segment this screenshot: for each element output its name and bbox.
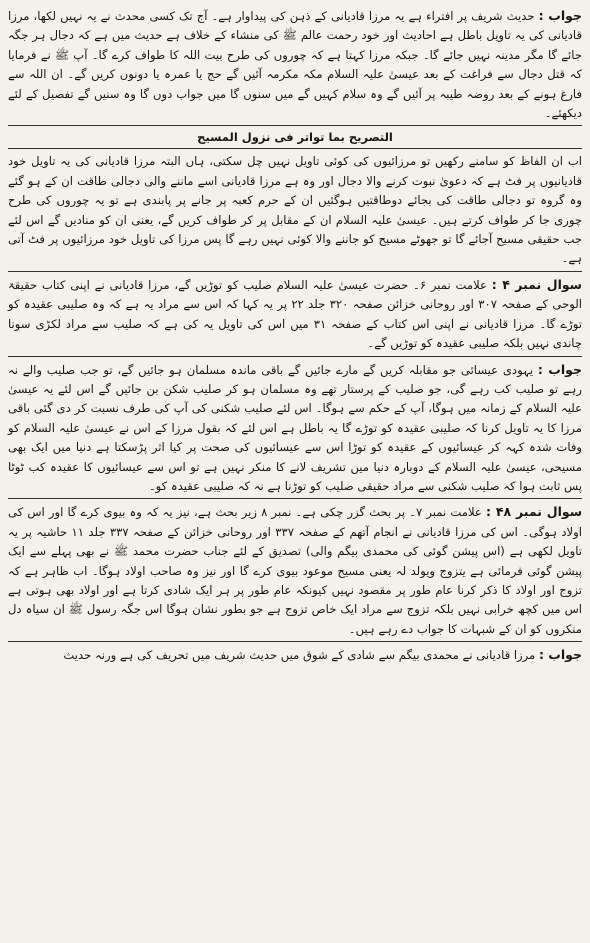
answer-paragraph-2 xyxy=(8,360,582,497)
question-text-4: علامت نمبر ۶۔ حضرت عیسیٰ علیہ السلام صلیب کو توڑیں گے، مرزا قادیانی نے اپنی کتاب حقیقۃ الوحی کے صفحہ ۳۰۷ اور روحانی خزائن صفحہ ۳۲۰ جلد ۲۲ پر یہ کہا کہ اس سے مراد یہ ہے کہ وہ صلیبی عقیدہ کو توڑے گا۔ مرزا قادیانی نے اپنی اس کتاب کے صفحہ ۳۱ میں اس کی تاویل یہ کی ہے کہ صلیب سے مراد لکڑی سونا چاندی نہیں بلکہ صلیبی عقیدہ کو توڑیں گے۔ xyxy=(8,277,583,351)
answer-text-2: یہودی عیسائی جو مقابلہ کریں گے مارے جائیں گے باقی ماندہ مسلمان ہو جائیں گے، تو جب صلیب والے نہ رہے تو صلیب کب رہے گی، جو صلیب کے پرستار تھے وہ مسلمان ہو کر صلیب شکن بن جائیں گے اس لئے یہ عیسیٰ علیہ السلام کے زمانہ میں ہوگا، آپ کے حکم سے ہوگا۔ اس لئے صلیب شکنی کی آپ کی طرف نسبت کر دی گئی باقی مرزا کا یہ تاویل کرنا کہ صلیبی عقیدہ کو توڑے گا یہ باطل ہے اس لئے کہ بقول مرزا کے اس نے عیسیٰ علیہ السلام کو وفات شدہ کہہ کر عیسائیوں کے عقیدہ کو توڑا اس سے عیسائیوں کی صحت پر کیا اثر پڑسکتا ہے دنیا میں ایک بھی مسیحی، عیسیٰ علیہ السلام کے دوبارہ دنیا میں تشریف لانے کا منکر نہیں ہے تو اس سے عیسائیوں کا عقیدہ کب ٹوٹا پس ثابت ہوا کہ صلیب شکنی سے مراد حقیقی صلیب کو توڑنا ہے نہ کہ صلیبی عقیدہ کو۔ xyxy=(8,362,582,493)
answer-paragraph-1 xyxy=(8,6,582,123)
section-divider xyxy=(8,641,582,642)
answer-text-3: مرزا قادیانی نے محمدی بیگم سے شادی کے شوق میں حدیث شریف میں تحریف کی ہے ورنہ حدیث xyxy=(63,648,536,663)
question-label-4: سوال نمبر ۴ : xyxy=(491,276,582,292)
commentary-text: اب ان الفاظ کو سامنے رکھیں تو مرزائیوں کی کوئی تاویل نہیں چل سکتی، ہاں البتہ مرزا قادیانی کی یہ تاویل خود قادیانیوں پر فٹ ہے کہ دعویٰ نبوت کرنے والا دجال اور وہ ہے مرزا قادیانی اسے ماننے والی دجالی طاقت ان کے ہو گئے وہ گروہ تو دجالی طاقت کی بجائے دوطاقتیں ہوگئیں ان کے حرم کعبہ پر جانے پر پابندی ہے تو یہ چوروں کی طرح چوری جا کر طواف کرتے ہیں۔ عیسیٰ علیہ السلام ان کے مقابل پر کر طواف کریں گے، یعنی ان کو منادیں گے اس لئے جب حقیقی مسیح آجائے گا تو جھوٹے مسیح کو جاننے والا کوئی نہیں رہے گا پس مرزا کی تاویل خود مرزائیوں پر فٹ آتی ہے۔ xyxy=(8,154,582,266)
answer-label: جواب : xyxy=(538,8,583,23)
section-divider xyxy=(8,356,582,357)
question-paragraph-4 xyxy=(8,275,582,354)
answer-label-2: جواب : xyxy=(537,361,582,377)
section-divider xyxy=(8,125,582,126)
section-divider xyxy=(8,271,582,272)
answer-text-1: حدیث شریف پر افتراء ہے یہ مرزا قادیانی کے ذہن کی پیداوار ہے۔ آج تک کسی محدث نے یہ نہیں لکھا، مرزا قادیانی کی یہ تاویل باطل ہے احادیث اور خود رحمت عالم ﷺ کی منشاء کے خلاف ہے حدیث میں ہے کہ دجال ہر جگہ جائے گا مگر مدینہ نہیں جائے گا۔ جبکہ مرزا کہتا ہے کہ چوروں کی طرح بیت اللہ کا طواف کرے گا۔ آپ ﷺ نے فرمایا کہ قتل دجال سے فراغت کے بعد عیسیٰ علیہ السلام مکہ مکرمہ آئیں گے حج یا عمرہ یا دونوں کریں گے۔ ان اللہ سے فارغ ہونے کے بعد روضہ طیبہ پر آئیں گے وہ سلام کہیں گے میں سنوں گا میں جواب دوں گا وہ سنیں گے تفصیل کے لئے دیکھئے۔ xyxy=(8,9,582,121)
commentary-paragraph xyxy=(8,152,582,268)
question-label-48: سوال نمبر ۴۸ : xyxy=(486,504,582,520)
section-divider xyxy=(8,498,582,499)
reference-line: التصریح بما تواتر فی نزول المسیح xyxy=(197,130,393,145)
section-divider xyxy=(8,148,582,149)
question-paragraph-48 xyxy=(8,502,582,639)
answer-label-3: جواب : xyxy=(538,647,582,663)
question-text-48: علامت نمبر ۷۔ پر بحث گزر چکی ہے۔ نمبر ۸ زیر بحث ہے، نیز یہ کہ وہ بیوی کرے گا اور اس کی اولاد ہوگی۔ اس کی مرزا قادیانی نے انجام آتھم کے صفحہ ۳۳۷ اور روحانی خزائن کے صفحہ ۳۳۷ جلد ۱۱ حاشیہ پر یہ تاویل لکھی ہے (اس پیشن گوئی کی محمدی بیگم والی) تصدیق کے لئے جناب حضرت محمد ﷺ نے بھی پہلے سے ایک پیشن گوئی فرمائی ہے یتزوج ویولد لہ یعنی مسیح موعود بیوی کرے گا اور نیز وہ صاحب اولاد ہوگا۔ اب ظاہر ہے کہ تزوج اور اولاد کا ذکر کرنا عام طور پر مقصود نہیں کیونکہ عام طور پر ہر ایک شادی کرتا ہے اور اولاد بھی ہوتی ہے اس میں کچھ خرابی نہیں بلکہ تزوج سے مراد ایک خاص تزوج ہے جو بطور نشان ہوگا اس جگہ رسول ﷺ ان سیاہ دل منکروں کو ان کے شبہات کا جواب دے رہے ہیں۔ xyxy=(8,505,582,636)
answer-paragraph-3 xyxy=(8,645,582,665)
